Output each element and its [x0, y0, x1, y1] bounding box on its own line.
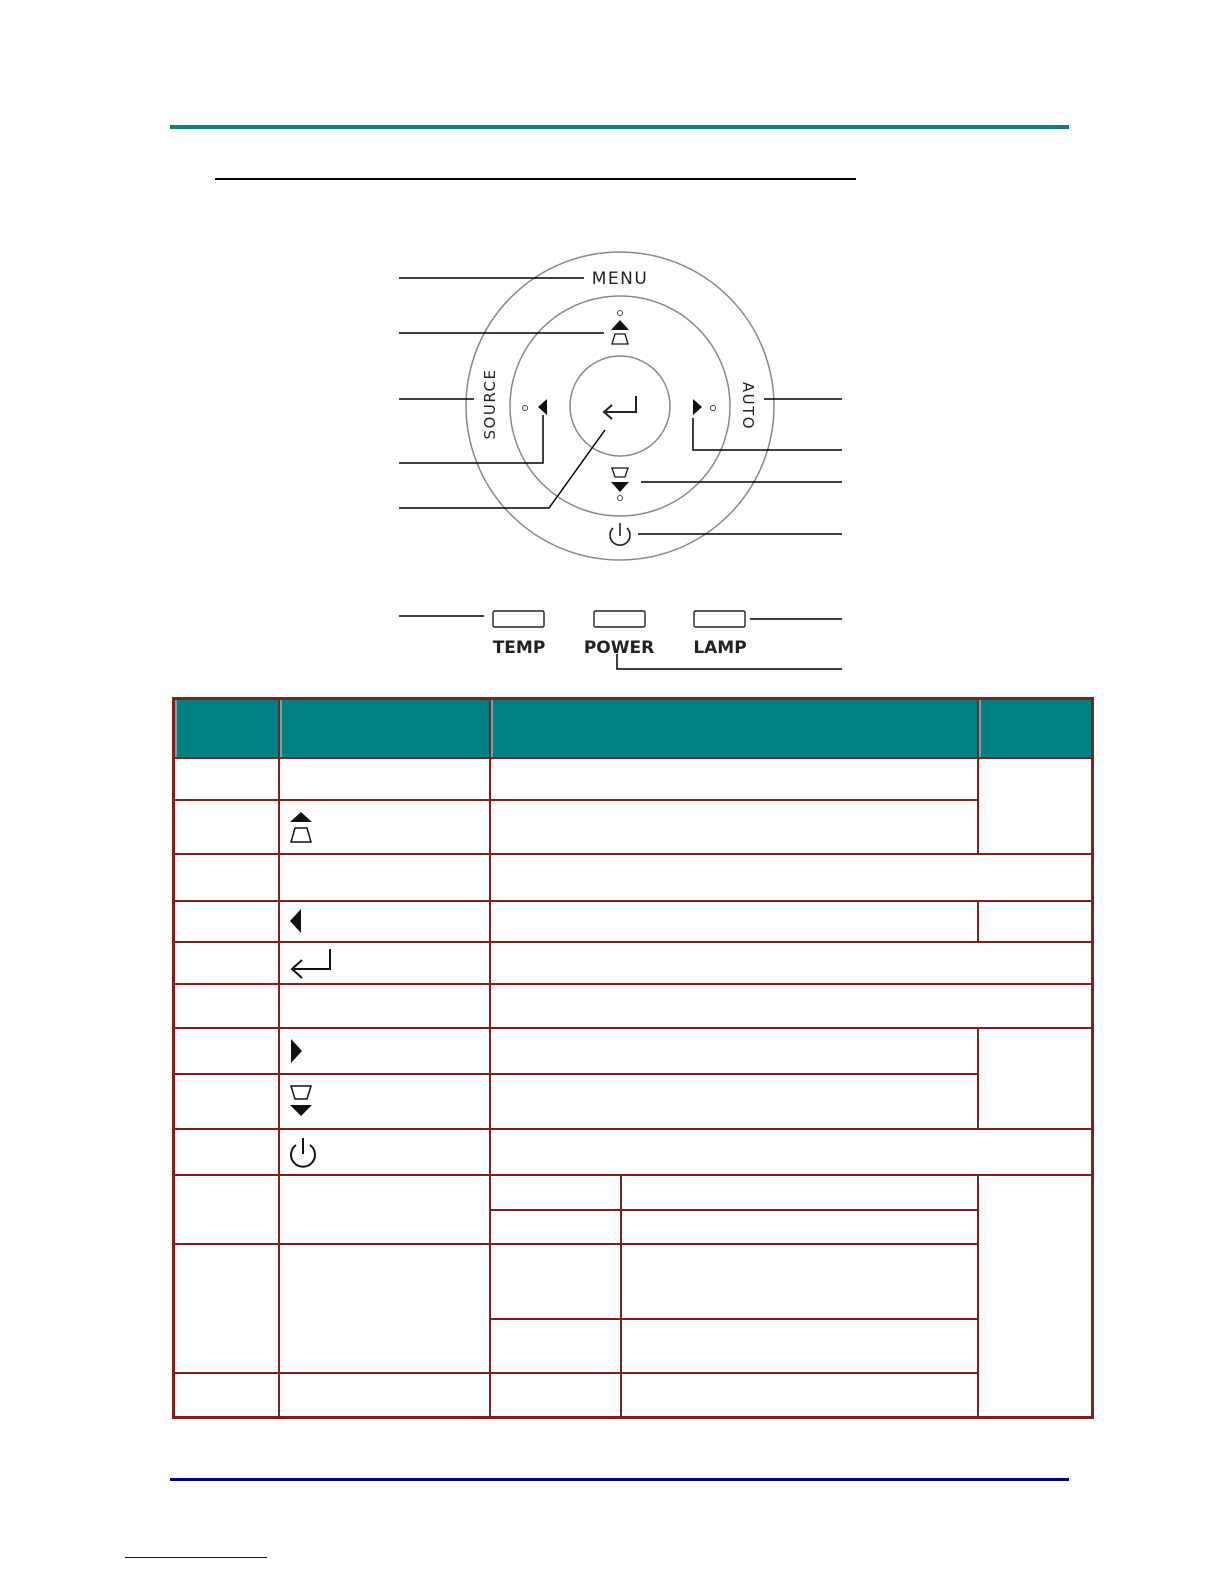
- lamp-led: [694, 611, 745, 627]
- footer-rule: [170, 1478, 1069, 1481]
- table-row: [174, 1028, 1093, 1074]
- table-header-row: [174, 699, 1093, 758]
- lamp-led-label: LAMP: [693, 638, 747, 658]
- right-arrow-icon: [288, 1038, 304, 1064]
- table-row: [174, 854, 1093, 901]
- up-arrow-icon[interactable]: [611, 320, 629, 330]
- header-cell-description: [490, 699, 978, 758]
- table-row: [174, 942, 1093, 984]
- table-row: [174, 800, 1093, 854]
- temp-led-label: TEMP: [492, 638, 546, 658]
- enter-icon: [288, 947, 334, 979]
- header-cell-see-page: [978, 699, 1093, 758]
- power-led-label: POWER: [583, 638, 655, 658]
- left-arrow-icon[interactable]: [538, 399, 547, 415]
- table-row: [174, 901, 1093, 942]
- down-led-dot: [618, 496, 623, 501]
- keystone-down-icon: [612, 468, 628, 477]
- keypad-function-table: [172, 697, 1094, 1419]
- left-arrow-icon: [288, 908, 304, 934]
- keystone-down-icon: [288, 1084, 314, 1118]
- source-button[interactable]: SOURCE: [481, 368, 499, 440]
- power-icon: [288, 1135, 318, 1169]
- power-icon[interactable]: [610, 523, 630, 545]
- power-led: [594, 611, 645, 627]
- down-arrow-icon[interactable]: [611, 482, 629, 492]
- table-row: [174, 1244, 1093, 1319]
- table-row: [174, 1074, 1093, 1129]
- table-row: [174, 758, 1093, 800]
- keystone-up-icon: [288, 810, 314, 844]
- table-row: [174, 1175, 1093, 1210]
- footer-link-underline: [125, 1557, 267, 1558]
- table-row: [174, 1373, 1093, 1418]
- menu-button[interactable]: MENU: [591, 269, 649, 289]
- right-arrow-icon[interactable]: [693, 399, 702, 415]
- control-panel-diagram: [0, 0, 1224, 700]
- auto-button[interactable]: AUTO: [739, 381, 757, 431]
- table-row: [174, 984, 1093, 1028]
- table-row: [174, 1129, 1093, 1175]
- enter-button[interactable]: [570, 356, 670, 456]
- keystone-up-icon: [612, 334, 628, 344]
- temp-led: [493, 611, 544, 627]
- up-led-dot: [618, 311, 623, 316]
- right-led-dot: [711, 406, 716, 411]
- header-cell-item: [174, 699, 279, 758]
- left-led-dot: [523, 406, 528, 411]
- header-cell-label: [279, 699, 490, 758]
